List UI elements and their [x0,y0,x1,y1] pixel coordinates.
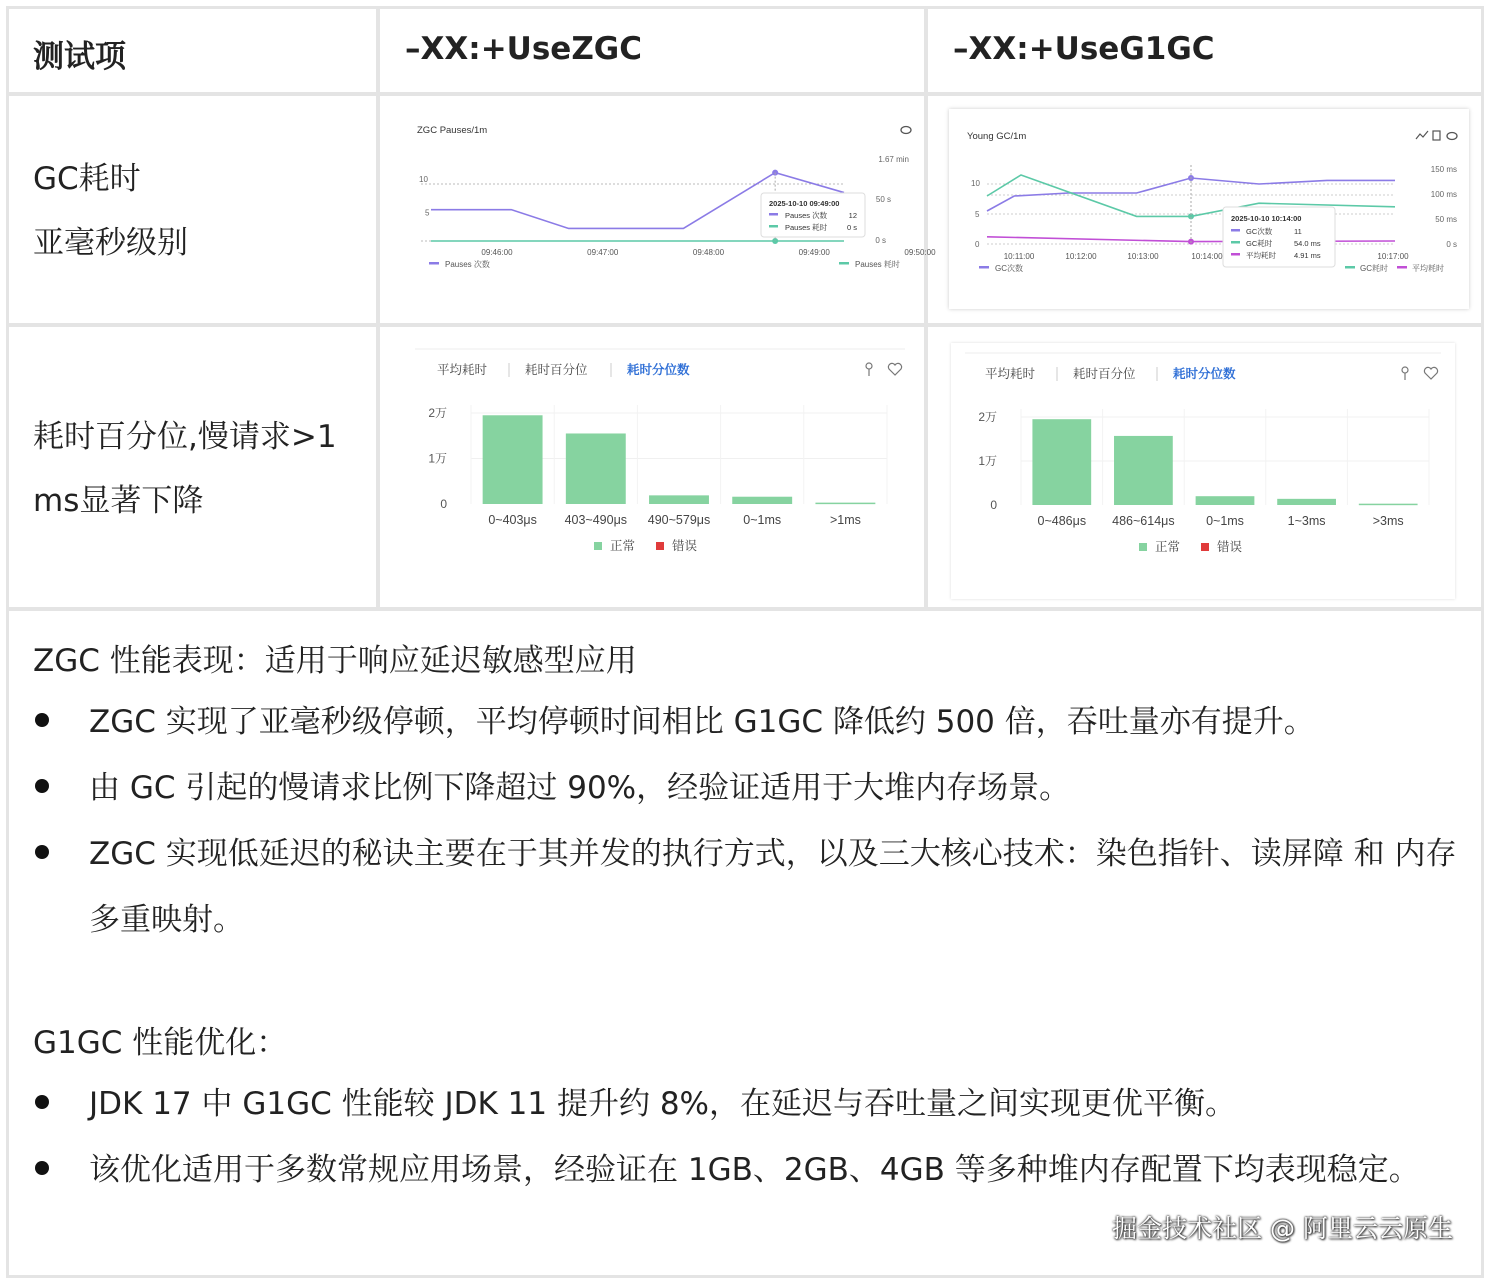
chart-title: Young GC/1m [967,131,1027,142]
legend-label: GC次数 [995,264,1023,273]
legend-label: 正常 [1155,540,1181,554]
tooltip-value: 4.91 ms [1294,251,1321,260]
legend-label: 错误 [1217,540,1243,554]
row-divider [9,92,1481,96]
header-zgc: –XX:+UseZGC [405,31,642,67]
zgc-latency-histogram [401,339,919,599]
x-tick-label: 09:50:00 [904,248,936,257]
x-tick-label: 09:49:00 [798,248,830,257]
legend-label: Pauses 次数 [445,260,490,269]
legend-label: GC耗时 [1360,264,1388,273]
legend-swatch [1397,266,1407,269]
tooltip-swatch [769,213,778,216]
legend-swatch-error [1201,543,1209,551]
tab-1: 耗时百分位 [525,363,588,377]
x-tick-label: 490~579μs [647,513,711,527]
chart-svg [399,105,936,315]
y-tick-label: 1万 [428,451,447,466]
zgc-note-1: ZGC 实现了亚毫秒级停顿，平均停顿时间相比 G1GC 降低约 500 倍，吞吐量亦有提升。 [89,704,1315,740]
row-label-line: 亚毫秒级别 [33,225,188,261]
heart-icon [1424,367,1437,379]
header-g1gc: –XX:+UseG1GC [953,31,1215,67]
comparison-table [6,6,1484,1278]
y-tick-label: 10 [971,179,980,188]
x-tick-label: >3ms [1372,514,1404,528]
y-tick-label: 0 [440,497,447,511]
bar [1277,499,1336,505]
bar [566,433,626,504]
tooltip-time: 2025-10-10 10:14:00 [1231,214,1302,223]
tab-2: 耗时分位数 [627,363,690,377]
tooltip-value: 0 s [846,223,857,232]
watermark: 掘金技术社区 @ 阿里云云原生 [1112,1214,1453,1243]
tooltip-series-name: GC次数 [1246,227,1273,236]
row-label-line: GC耗时 [33,161,141,197]
legend-swatch [429,262,439,265]
y-tick-label: 5 [975,210,980,219]
legend-swatch-normal [1139,543,1147,551]
header-test-item: 测试项 [33,39,126,75]
x-tick-label: 09:46:00 [481,248,513,257]
row-divider [9,323,1481,327]
tooltip-swatch [769,225,778,228]
zgc-notes-title: ZGC 性能表现：适用于响应延迟敏感型应用 [33,643,637,679]
tooltip-series-name: 平均耗时 [1246,251,1276,260]
tooltip-series-name: Pauses 耗时 [785,223,828,232]
x-tick-label: 10:13:00 [1127,252,1159,261]
eye-icon [901,127,911,134]
column-divider [376,9,380,610]
x-tick-label: 0~403μs [488,513,537,527]
legend-swatch-normal [594,542,602,550]
x-tick-label: 09:47:00 [587,248,619,257]
tooltip-swatch [1231,241,1240,244]
y2-tick-label: 0 s [875,236,886,245]
tooltip-value: 12 [848,211,857,220]
x-tick-label: >1ms [829,513,861,527]
document-icon [1433,131,1440,140]
legend-swatch [839,262,849,265]
bar [732,497,792,504]
bar [483,415,543,504]
y2-tick-label: 1.67 min [878,155,909,164]
young-gc-chart [949,109,1469,309]
bar [1114,436,1173,505]
y-tick-label: 2万 [428,406,447,420]
y-tick-label: 1万 [978,454,997,468]
tooltip-series-name: GC耗时 [1246,239,1273,248]
row-divider [9,607,1481,611]
x-tick-label: 10:17:00 [1377,252,1409,261]
x-tick-label: 09:48:00 [692,248,725,257]
bullet-dot [35,1095,49,1109]
legend-swatch-error [656,542,664,550]
tooltip-series-name: Pauses 次数 [785,211,828,220]
x-tick-label: 1~3ms [1287,514,1326,528]
row-label-line: 耗时百分位,慢请求>1 [33,419,337,455]
chart-svg [401,339,919,599]
chart-title: ZGC Pauses/1m [417,125,488,136]
row-label-line: ms显著下降 [33,483,204,519]
x-tick-label: 0~486μs [1037,514,1087,528]
g1gc-notes-title: G1GC 性能优化： [33,1025,288,1061]
bullet-dot [35,845,49,859]
tooltip-value: 54.0 ms [1294,239,1321,248]
bar [1359,504,1418,506]
chart-svg [951,343,1455,599]
tooltip-swatch [1231,229,1240,232]
legend-label: Pauses 耗时 [855,260,900,269]
y-tick-label: 2万 [978,410,997,424]
x-tick-label: 0~1ms [743,513,782,527]
y2-tick-label: 150 ms [1430,165,1457,174]
chart-svg [949,109,1469,309]
y2-tick-label: 50 s [875,195,891,204]
g1gc-note-2: 该优化适用于多数常规应用场景，经验证在 1GB、2GB、4GB 等多种堆内存配置下均表现稳定。 [89,1152,1420,1188]
y-tick-label: 0 [975,240,980,249]
y-tick-label: 5 [425,208,430,218]
g1gc-note-1: JDK 17 中 G1GC 性能较 JDK 11 提升约 8%，在延迟与吞吐量之间实现更优平衡。 [89,1086,1236,1122]
zgc-note-2: 由 GC 引起的慢请求比例下降超过 90%，经验证适用于大堆内存场景。 [89,770,1071,806]
legend-label: 正常 [610,539,636,553]
tooltip-value: 11 [1294,227,1302,236]
y2-tick-label: 100 ms [1430,190,1457,199]
row-label-gc-time [33,147,188,275]
notes-section [9,613,1481,1275]
tab-0: 平均耗时 [985,367,1036,381]
y2-tick-label: 0 s [1446,240,1457,249]
tab-1: 耗时百分位 [1073,367,1136,381]
tooltip-swatch [1231,253,1240,256]
zgc-note-3: ZGC 实现低延迟的秘诀主要在于其并发的执行方式，以及三大核心技术：染色指针、读屏障 和 内存多重映射。 [89,836,1457,938]
row-label-percentile [33,405,337,533]
x-tick-label: 10:11:00 [1003,252,1035,261]
eye-icon [1447,133,1457,140]
bullet-dot [35,1161,49,1175]
legend-swatch [979,266,989,269]
tooltip-time: 2025-10-10 09:49:00 [769,199,840,208]
y-tick-label: 0 [990,498,997,512]
bar [649,495,709,504]
y-tick-label: 10 [419,175,428,184]
x-tick-label: 486~614μs [1112,514,1175,528]
x-tick-label: 10:14:00 [1191,252,1223,261]
bar [815,503,875,505]
topology-icon [866,363,872,369]
x-tick-label: 0~1ms [1206,514,1244,528]
line-chart-icon [1416,131,1428,139]
x-tick-label: 403~490μs [564,513,628,527]
column-divider [924,9,928,610]
legend-swatch [1345,266,1355,269]
legend-label: 平均耗时 [1412,264,1444,273]
bullet-dot [35,779,49,793]
zgc-pauses-chart [399,105,936,315]
bar [1196,496,1255,505]
tab-0: 平均耗时 [437,363,488,377]
bullet-dot [35,713,49,727]
g1gc-latency-histogram [951,343,1455,599]
x-tick-label: 10:12:00 [1065,252,1097,261]
y2-tick-label: 50 ms [1435,215,1457,224]
legend-label: 错误 [672,539,698,553]
bar [1032,419,1091,505]
tab-2: 耗时分位数 [1173,367,1236,381]
heart-icon [888,363,901,375]
topology-icon [1402,367,1408,373]
